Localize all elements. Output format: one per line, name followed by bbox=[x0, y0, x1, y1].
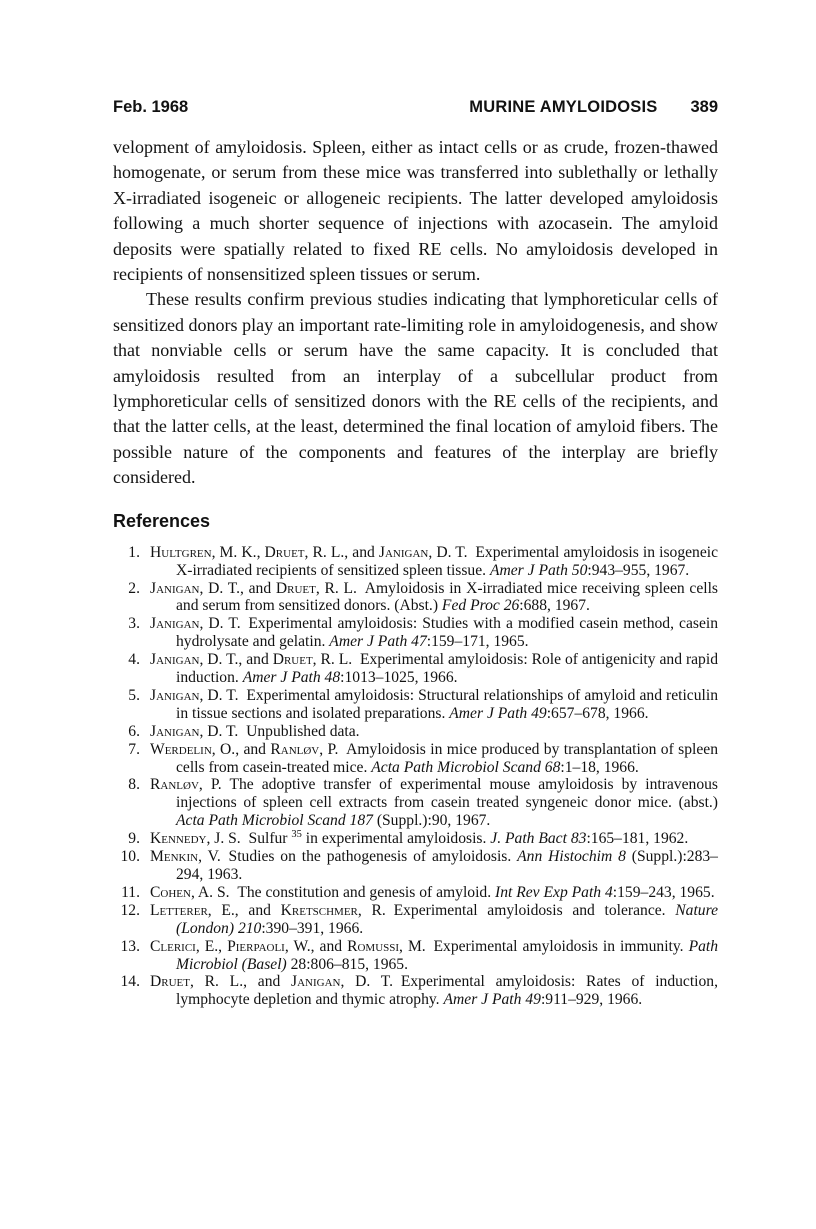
reference-text: Ranløv, P. The adoptive transfer of experimental mouse amyloidosis by intravenous injections of spleen cell extracts from casein treated syngeneic donor mice. (abst.) Acta Path Microbiol Scand 187 (Suppl.):90, 1967. bbox=[150, 776, 718, 830]
references-list bbox=[113, 544, 718, 1010]
running-head bbox=[113, 98, 718, 116]
page-number: 389 bbox=[690, 98, 718, 116]
reference-item bbox=[128, 579, 718, 616]
reference-item bbox=[128, 829, 718, 848]
reference-text: Janigan, D. T. Experimental amyloidosis: Studies with a modified casein method, casein hydrolysate and gelatin. Amer J Path 47:159–171, 1965. bbox=[150, 615, 718, 651]
reference-text: Janigan, D. T. Unpublished data. bbox=[150, 722, 360, 740]
reference-text: Janigan, D. T., and Druet, R. L. Experimental amyloidosis: Role of antigenicity and rapid induction. Amer J Path 48:1013–1025, 1966. bbox=[150, 651, 718, 687]
reference-number: 7. bbox=[128, 740, 140, 758]
reference-item bbox=[128, 740, 718, 777]
reference-text: Werdelin, O., and Ranløv, P. Amyloidosis in mice produced by transplantation of spleen cells from casein-treated mice. Acta Path Microbiol Scand 68:1–18, 1966. bbox=[150, 740, 718, 776]
reference-item bbox=[128, 615, 718, 651]
reference-number: 9. bbox=[128, 830, 140, 848]
reference-text: Janigan, D. T. Experimental amyloidosis: Structural relationships of amyloid and reticulin in tissue sections and isolated preparations. Amer J Path 49:657–678, 1966. bbox=[150, 686, 718, 722]
running-title: MURINE AMYLOIDOSIS bbox=[469, 98, 658, 116]
reference-item bbox=[121, 883, 718, 902]
reference-number: 5. bbox=[128, 686, 140, 704]
reference-item bbox=[128, 686, 718, 723]
reference-number: 14. bbox=[120, 973, 140, 991]
abstract-body bbox=[113, 135, 718, 491]
reference-item bbox=[128, 543, 719, 580]
reference-text: Kennedy, J. S. Sulfur $^{35}$ in experimental amyloidosis. J. Path Bact 83:165–181, 1962. bbox=[150, 829, 689, 848]
reference-item bbox=[120, 848, 718, 884]
reference-text: Hultgren, M. K., Druet, R. L., and Janigan, D. T. Experimental amyloidosis in isogeneic X-irradiated recipients of sensitized spleen tissue. Amer J Path 50:943–955, 1967. bbox=[150, 543, 719, 579]
reference-item bbox=[128, 651, 718, 687]
journal-page bbox=[113, 98, 718, 1009]
reference-number: 6. bbox=[128, 722, 140, 740]
reference-text: Druet, R. L., and Janigan, D. T. Experimental amyloidosis: Rates of induction, lymphocyte depletion and thymic atrophy. Amer J Path 49:911–929, 1966. bbox=[150, 973, 718, 1009]
reference-item bbox=[120, 937, 719, 974]
reference-number: 8. bbox=[128, 776, 140, 794]
references-heading: References bbox=[113, 510, 211, 531]
running-head-right bbox=[469, 98, 718, 116]
reference-text: Cohen, A. S. The constitution and genesis of amyloid. Int Rev Exp Path 4:159–243, 1965. bbox=[150, 883, 715, 901]
reference-item bbox=[128, 722, 718, 741]
reference-number: 12. bbox=[120, 901, 140, 919]
body-paragraph: velopment of amyloidosis. Spleen, either as intact cells or as crude, frozen-thawed homogenate, or serum from these mice was transferred into sublethally or lethally X-irradiated isogeneic or allogeneic recipients. The latter developed amyloidosis following a much shorter sequence of injections with azocasein. The amyloid deposits were spatially related to fixed RE cells. No amyloidosis developed in recipients of nonsensitized spleen tissues or serum. bbox=[113, 137, 718, 285]
reference-item bbox=[128, 776, 718, 830]
reference-number: 13. bbox=[120, 937, 140, 955]
reference-number: 4. bbox=[128, 651, 140, 669]
reference-text: Clerici, E., Pierpaoli, W., and Romussi, M. Experimental amyloidosis in immunity. Path Microbiol (Basel) 28:806–815, 1965. bbox=[150, 937, 719, 973]
reference-number: 1. bbox=[128, 543, 140, 561]
reference-number: 3. bbox=[128, 615, 140, 633]
reference-item bbox=[120, 973, 718, 1009]
reference-number: 10. bbox=[120, 848, 140, 866]
reference-text: Janigan, D. T., and Druet, R. L. Amyloidosis in X-irradiated mice receiving spleen cells and serum from sensitized donors. (Abst.) Fed Proc 26:688, 1967. bbox=[150, 579, 718, 615]
reference-text: Menkin, V. Studies on the pathogenesis of amyloidosis. Ann Histochim 8 (Suppl.):283–294, 1963. bbox=[150, 848, 718, 883]
issue-date: Feb. 1968 bbox=[113, 98, 189, 116]
reference-number: 11. bbox=[121, 883, 140, 901]
body-paragraph: These results confirm previous studies indicating that lymphoreticular cells of sensitized donors play an important rate-limiting role in amyloidogenesis, and show that nonviable cells or serum have the same capacity. It is concluded that amyloidosis resulted from an interplay of a subcellular product from lymphoreticular cells of sensitized donors with the RE cells of the recipients, and that the latter cells, at the least, determined the final location of amyloid fibers. The possible nature of the components and features of the interplay are briefly considered. bbox=[113, 289, 718, 488]
reference-item bbox=[120, 901, 719, 938]
reference-number: 2. bbox=[128, 579, 140, 597]
reference-text: Letterer, E., and Kretschmer, R. Experimental amyloidosis and tolerance. Nature (London) 210:390–391, 1966. bbox=[150, 901, 719, 937]
